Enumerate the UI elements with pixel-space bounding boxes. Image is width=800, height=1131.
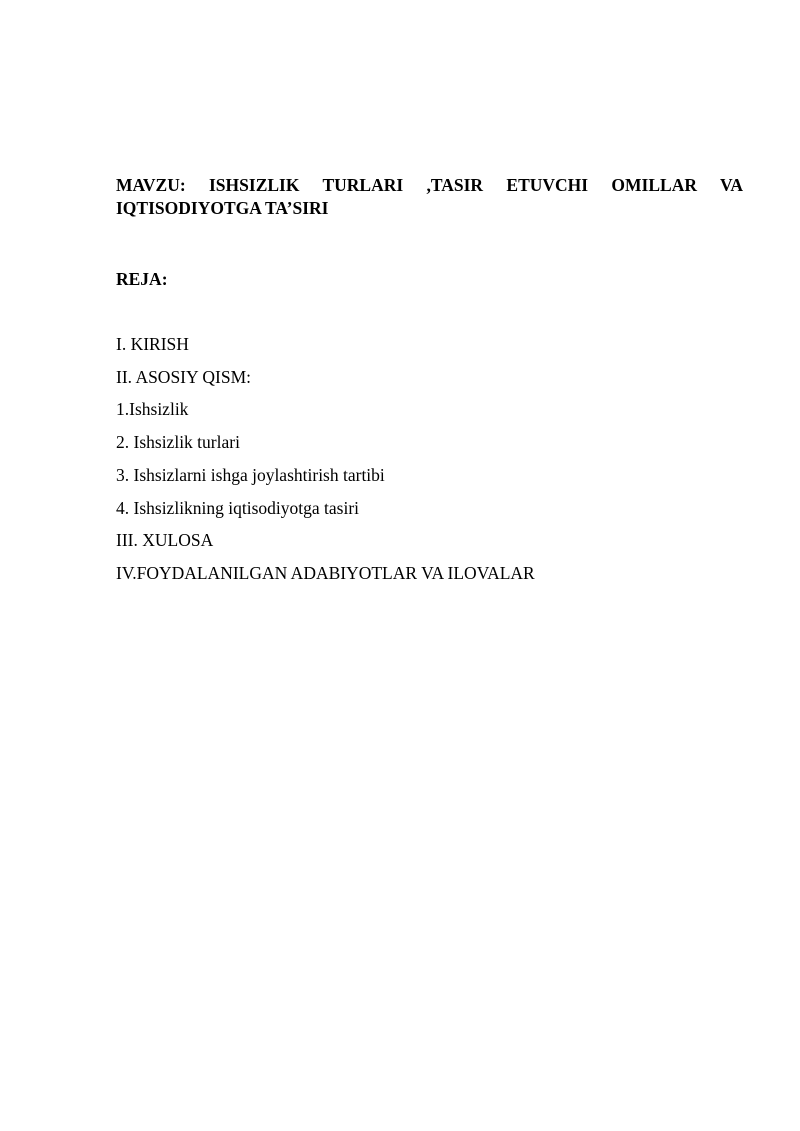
plan-item-conclusion: III. XULOSA (116, 530, 214, 551)
plan-item-introduction: I. KIRISH (116, 334, 189, 354)
plan-heading: REJA: (116, 269, 168, 289)
plan-item-job-placement: 3. Ishsizlarni ishga joylashtirish tartibi (116, 464, 385, 485)
plan-item-unemployment-types: 2. Ishsizlik turlari (116, 432, 240, 453)
plan-item-main-part: II. ASOSIY QISM: (116, 366, 251, 387)
plan-item-unemployment: 1.Ishsizlik (116, 399, 189, 420)
plan-list (116, 328, 535, 590)
plan-item-references: IV.FOYDALANILGAN ADABIYOTLAR VA ILOVALAR (116, 562, 535, 583)
plan-item-economic-impact: 4. Ishsizlikning iqtisodiyotga tasiri (116, 497, 360, 518)
document-title: MAVZU: ISHSIZLIK TURLARI ,TASIR ETUVCHI OMILLAR VA IQTISODIYOTGA TA’SIRI (116, 175, 743, 218)
